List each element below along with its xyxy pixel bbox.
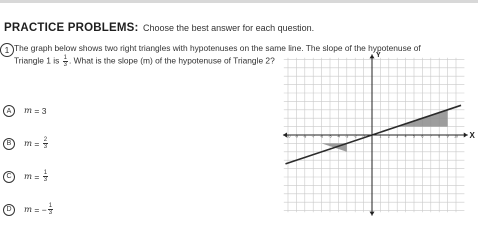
y-axis-arrow-down bbox=[370, 212, 375, 216]
choice-b[interactable] bbox=[3, 137, 49, 150]
choice-d-badge[interactable]: D bbox=[3, 204, 15, 216]
x-tick-label: -3 bbox=[345, 134, 349, 139]
x-tick-label: -5 bbox=[328, 134, 332, 139]
question-number: 1 bbox=[0, 43, 14, 57]
choice-c-badge[interactable]: C bbox=[3, 171, 15, 183]
choice-c[interactable] bbox=[3, 170, 49, 183]
header-divider bbox=[0, 0, 478, 3]
x-tick-label: 10 bbox=[454, 134, 458, 139]
choice-c-denominator: 3 bbox=[43, 177, 48, 183]
given-slope-numerator: 1 bbox=[63, 54, 67, 61]
x-tick-label: -9 bbox=[294, 134, 298, 139]
question-line-2-start: Triangle 1 is bbox=[14, 55, 60, 66]
x-axis-arrow-right bbox=[464, 133, 468, 138]
choice-d-eq: = bbox=[32, 204, 42, 215]
x-tick-label: 2 bbox=[387, 134, 390, 139]
x-tick-label: 1 bbox=[379, 134, 382, 139]
x-tick-label: 5 bbox=[413, 134, 415, 139]
x-tick-label: -8 bbox=[303, 134, 307, 139]
given-slope-denominator: 3 bbox=[63, 61, 67, 68]
choice-a-badge[interactable]: A bbox=[3, 105, 15, 117]
choice-c-numerator: 1 bbox=[43, 170, 48, 176]
choice-b-fraction bbox=[43, 137, 48, 150]
question-line-2-end: . What is the slope (m) of the hypotenuse of Triangle 2? bbox=[68, 55, 275, 66]
choice-b-denominator: 3 bbox=[43, 144, 48, 150]
choice-d-numerator: 1 bbox=[48, 203, 53, 209]
x-tick-label: -2 bbox=[353, 134, 357, 139]
y-axis-label: Y bbox=[376, 51, 381, 59]
choice-d-fraction bbox=[48, 203, 53, 216]
x-tick-label: 7 bbox=[429, 134, 432, 139]
question-line-1: The graph below shows two right triangles with hypotenuses on the same line. The slope of the hypotenuse of bbox=[14, 43, 421, 53]
instruction-text: Choose the best answer for each question. bbox=[143, 23, 315, 33]
x-axis-label: X bbox=[469, 131, 475, 140]
coordinate-plane bbox=[276, 51, 476, 219]
x-tick-label: -1 bbox=[362, 134, 366, 139]
choice-a-var: m bbox=[24, 106, 33, 116]
choice-d[interactable] bbox=[3, 203, 54, 216]
choice-b-eq: = bbox=[32, 138, 42, 149]
choice-a[interactable] bbox=[3, 105, 46, 117]
choice-a-eq: = bbox=[32, 106, 42, 116]
x-tick-label: -6 bbox=[320, 134, 324, 139]
choice-b-numerator: 2 bbox=[43, 137, 48, 143]
given-slope-fraction bbox=[63, 55, 68, 68]
choice-b-var: m bbox=[24, 138, 33, 149]
section-title: PRACTICE PROBLEMS: bbox=[4, 22, 139, 34]
choice-d-var: m bbox=[24, 204, 33, 215]
x-tick-label: -4 bbox=[336, 134, 340, 139]
x-tick-label: 9 bbox=[446, 134, 449, 139]
x-tick-label: -7 bbox=[311, 134, 315, 139]
x-tick-label: 3 bbox=[396, 134, 399, 139]
choice-a-value: 3 bbox=[41, 106, 47, 116]
choice-c-eq: = bbox=[32, 171, 42, 182]
choice-d-denominator: 3 bbox=[48, 210, 53, 216]
x-tick-label: 4 bbox=[404, 134, 407, 139]
choice-c-fraction bbox=[43, 170, 48, 183]
x-tick-label: -10 bbox=[285, 134, 291, 139]
x-tick-label: 8 bbox=[438, 134, 441, 139]
choice-c-var: m bbox=[24, 171, 33, 182]
choice-b-badge[interactable]: B bbox=[3, 138, 15, 150]
worksheet-header bbox=[4, 18, 314, 36]
x-tick-label: 6 bbox=[421, 134, 424, 139]
choice-d-sign: − bbox=[41, 204, 47, 215]
